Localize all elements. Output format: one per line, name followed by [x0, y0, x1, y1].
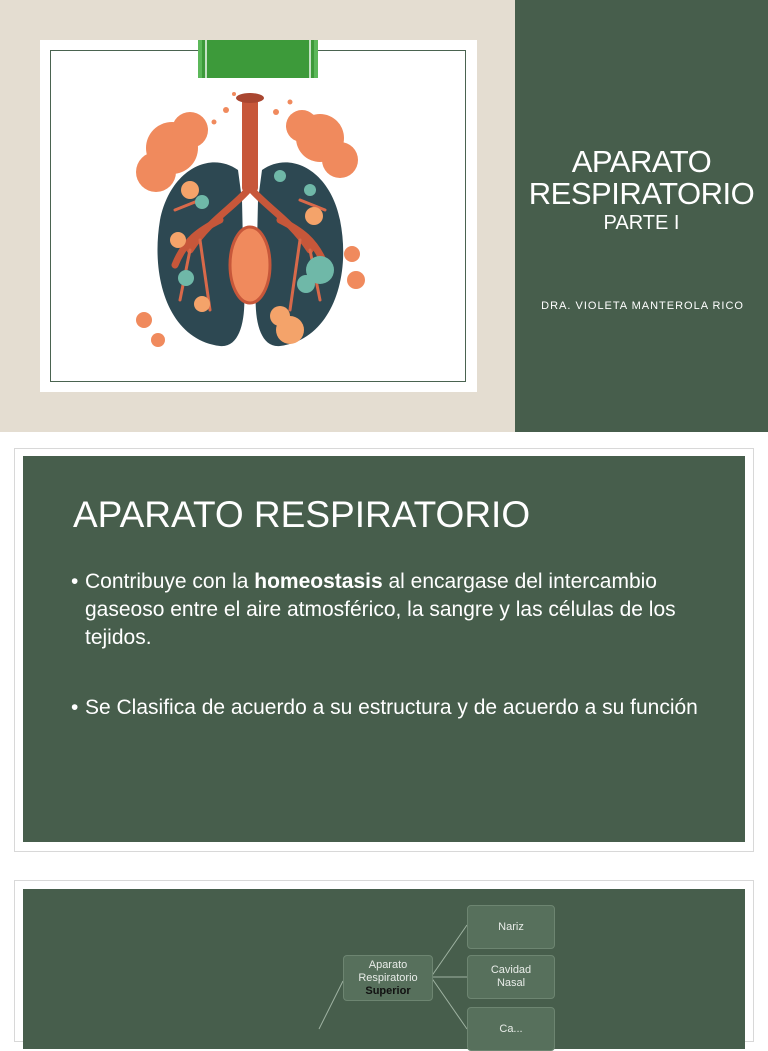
- bullet-item: [71, 568, 715, 652]
- slide-subtitle: PARTE I: [603, 212, 680, 234]
- title-line-1: APARATO: [571, 144, 712, 179]
- bullet-dot: •: [71, 570, 79, 593]
- node-third: [467, 1007, 555, 1051]
- author-name: DRA. VIOLETA MANTEROLA RICO: [541, 300, 744, 312]
- bullet-text-start: Contribuye con la: [85, 570, 255, 593]
- node-third-label: Ca...: [499, 1022, 523, 1035]
- bullet-text: Se Clasifica de acuerdo a su estructura y de acuerdo a su función: [85, 696, 698, 719]
- image-card: [40, 40, 477, 392]
- bullet-item: [71, 694, 715, 722]
- node-cavidad-line-2: Nasal: [496, 977, 526, 989]
- slide-title: [515, 146, 768, 210]
- node-cavidad-nasal: [467, 955, 555, 999]
- node-cavidad-line-1: Cavidad: [490, 964, 532, 976]
- node-root-bold: Superior: [365, 984, 411, 997]
- node-root-line-2: Respiratorio: [358, 971, 418, 984]
- title-slide: [0, 0, 768, 432]
- node-nariz-label: Nariz: [498, 920, 524, 933]
- bullet-dot: •: [71, 696, 79, 719]
- content-slide: [23, 456, 745, 842]
- node-root-line-1: Aparato: [368, 958, 408, 971]
- bullet-text-end: al encargase del intercambio gaseoso entre el aire atmosférico, la sangre y las células de los tejidos.: [85, 570, 676, 649]
- slide-heading: APARATO RESPIRATORIO: [73, 494, 531, 535]
- bullet-bold-term: homeostasis: [254, 570, 383, 593]
- node-aparato-superior: [343, 955, 433, 1001]
- tape-decoration: [198, 40, 318, 78]
- diagram-slide-frame: [14, 880, 754, 1042]
- content-slide-frame: [14, 448, 754, 852]
- lungs-illustration: [130, 90, 370, 360]
- node-nariz: [467, 905, 555, 949]
- title-panel: [515, 0, 768, 432]
- title-line-2: RESPIRATORIO: [528, 176, 755, 211]
- diagram-slide: [23, 889, 745, 1049]
